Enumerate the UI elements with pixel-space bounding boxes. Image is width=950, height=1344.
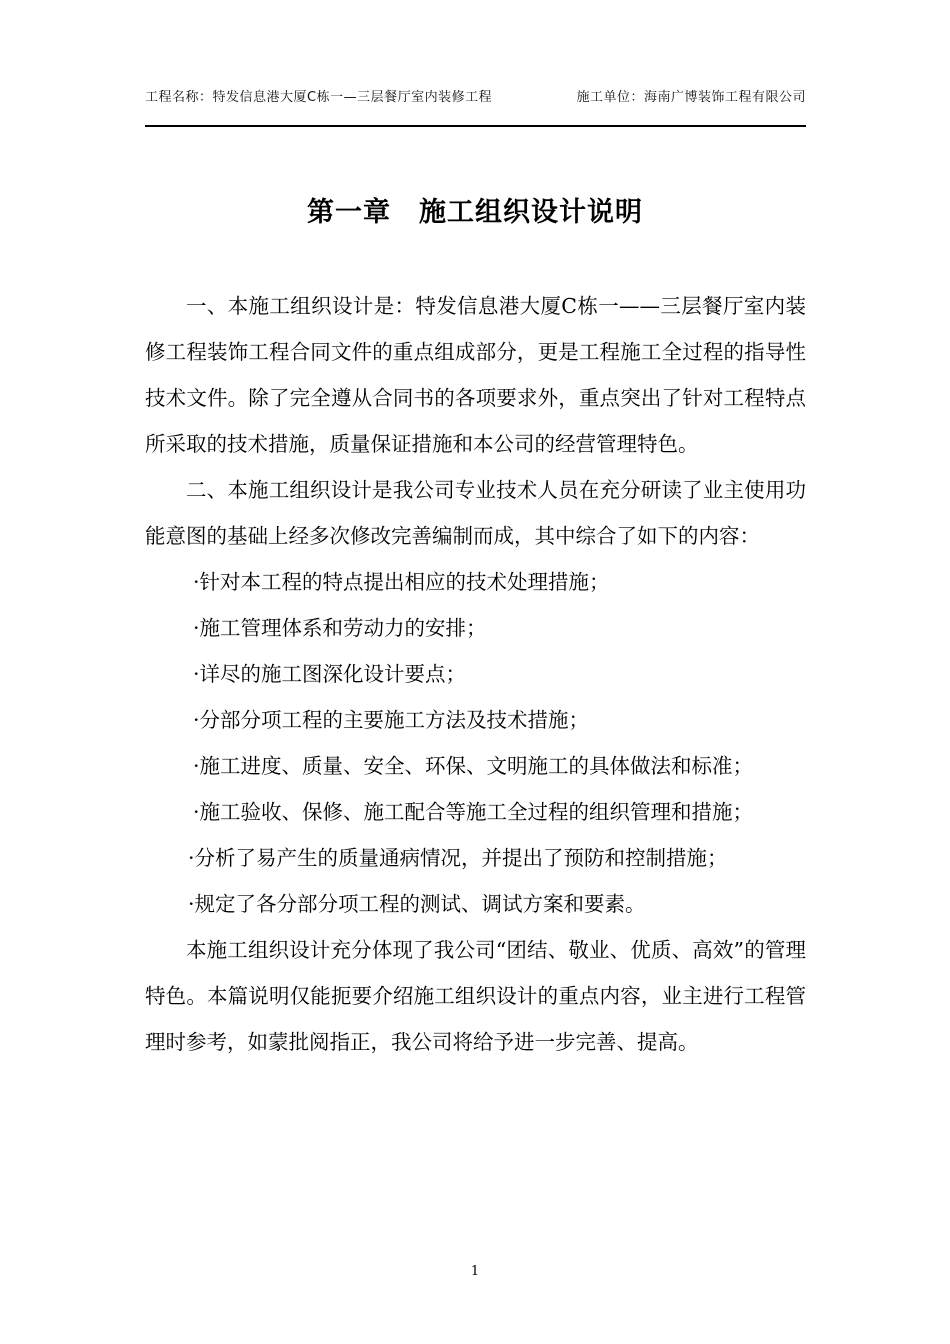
chapter-title: 第一章 施工组织设计说明 [307, 197, 643, 228]
content-list [145, 559, 806, 927]
list-item: ·施工进度、质量、安全、环保、文明施工的具体做法和标准； [193, 754, 754, 778]
paragraph-1: 一、本施工组织设计是：特发信息港大厦C栋一——三层餐厅室内装修工程装饰工程合同文件的重点组成部分，更是工程施工全过程的指导性技术文件。除了完全遵从合同书的各项要求外，重点突出了针对工程特点所采取的技术措施，质量保证措施和本公司的经营管理特色。 [145, 294, 806, 456]
list-item: ·规定了各分部分项工程的测试、调试方案和要素。 [188, 892, 646, 916]
paragraph-2: 二、本施工组织设计是我公司专业技术人员在充分研读了业主使用功能意图的基础上经多次修改完善编制而成，其中综合了如下的内容： [145, 478, 806, 548]
document-body [145, 283, 806, 1065]
list-item: ·分析了易产生的质量通病情况，并提出了预防和控制措施； [188, 846, 728, 870]
page-number: 1 [470, 1264, 480, 1279]
project-name: 工程名称：特发信息港大厦C栋一—三层餐厅室内装修工程 [145, 90, 493, 105]
list-item: ·针对本工程的特点提出相应的技术处理措施； [193, 570, 610, 594]
header-rule [145, 125, 806, 127]
closing-paragraph: 本施工组织设计充分体现了我公司“团结、敬业、优质、高效”的管理特色。本篇说明仅能扼要介绍施工组织设计的重点内容，业主进行工程管理时参考，如蒙批阅指正，我公司将给予进一步完善、提高。 [145, 938, 806, 1054]
contractor-name: 施工单位：海南广博装饰工程有限公司 [576, 90, 806, 105]
list-item: ·施工管理体系和劳动力的安排； [193, 616, 487, 640]
list-item: ·施工验收、保修、施工配合等施工全过程的组织管理和措施； [193, 800, 754, 824]
list-item: ·详尽的施工图深化设计要点； [193, 662, 467, 686]
list-item: ·分部分项工程的主要施工方法及技术措施； [193, 708, 590, 732]
